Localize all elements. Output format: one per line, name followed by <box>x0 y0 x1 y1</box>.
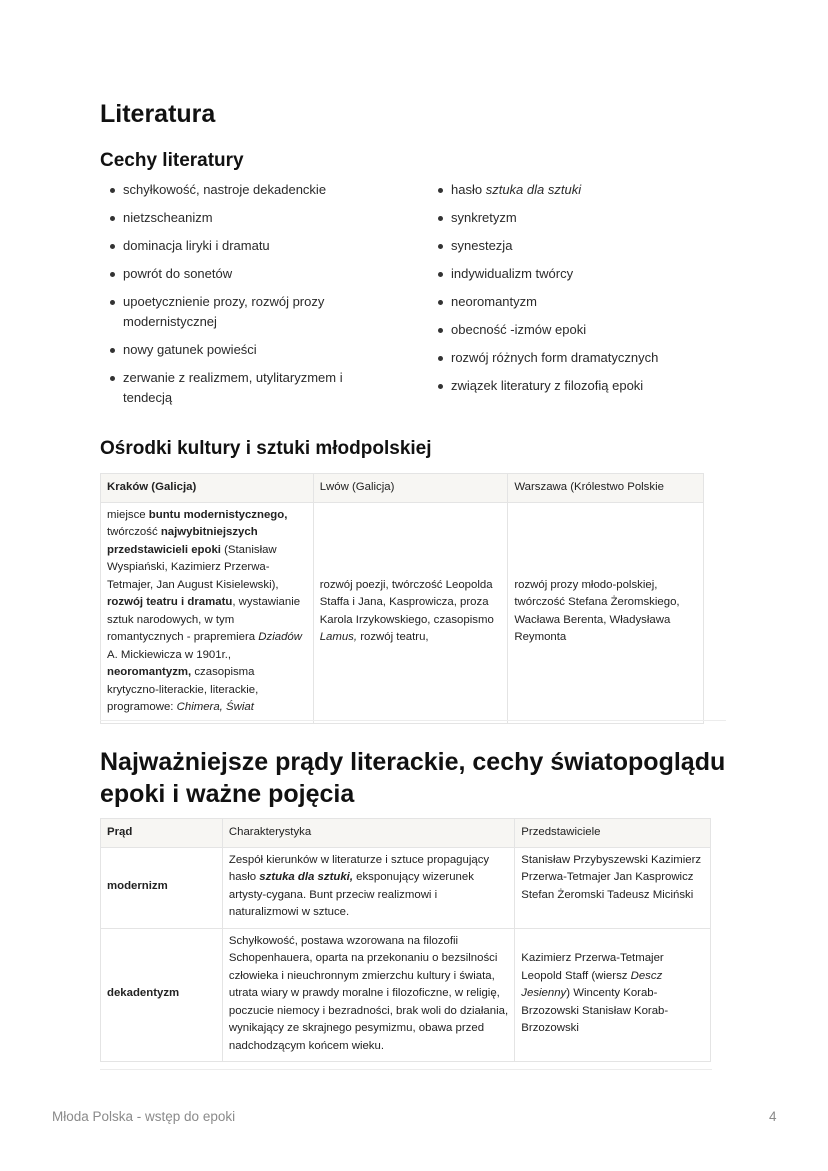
features-list-right <box>428 180 708 404</box>
list-item: rozwój różnych form dramatycznych <box>428 348 708 368</box>
divider <box>100 1069 712 1070</box>
page-number: 4 <box>769 1109 777 1124</box>
table-row <box>101 502 704 723</box>
cell-representatives: Kazimierz Przerwa-Tetmajer Leopold Staff (wiersz Descz Jesienny) Wincenty Korab-Brzozowski Stanisław Korab-Brzozowski <box>515 928 711 1062</box>
cell-lwow: rozwój poezji, twórczość Leopolda Staffa i Jana, Kasprowicza, proza Karola Irzykowskiego, czasopismo Lamus, rozwój teatru, <box>313 502 508 723</box>
features-list-left <box>100 180 370 416</box>
currents-heading: Najważniejsze prądy literackie, cechy światopoglądu epoki i ważne pojęcia <box>100 748 726 808</box>
divider <box>100 720 726 721</box>
centers-heading: Ośrodki kultury i sztuki młodpolskiej <box>100 438 432 459</box>
list-item: związek literatury z filozofią epoki <box>428 376 708 396</box>
list-item: zerwanie z realizmem, utylitaryzmem i tendecją <box>100 368 370 408</box>
header-charakterystyka: Charakterystyka <box>222 819 514 848</box>
cell-warszawa: rozwój prozy młodo-polskiej, twórczość Stefana Żeromskiego, Wacława Berenta, Władysława Reymonta <box>508 502 704 723</box>
header-lwow: Lwów (Galicja) <box>313 474 508 503</box>
header-warszawa: Warszawa (Królestwo Polskie <box>508 474 704 503</box>
cell-representatives: Stanisław Przybyszewski Kazimierz Przerwa-Tetmajer Jan Kasprowicz Stefan Żeromski Tadeusz Miciński <box>515 847 711 928</box>
header-krakow: Kraków (Galicja) <box>101 474 314 503</box>
cell-krakow: miejsce buntu modernistycznego, twórczość najwybitniejszych przedstawicieli epoki (Stanisław Wyspiański, Kazimierz Przerwa-Tetmajer, Jan August Kisielewski), rozwój teatru i dramatu, wystawianie sztuk narodowych, w tym romantycznych - prapremiera Dziadów A. Mickiewicza w 1901r., neoromantyzm, czasopisma krytyczno-literackie, literackie, programowe: Chimera, Świat <box>101 502 314 723</box>
cell-characteristics: Schyłkowość, postawa wzorowana na filozofii Schopenhauera, oparta na przekonaniu o bezsilności człowieka i nieuchronnym zmierzchu kultury i świata, utrata wiary w prawdy moralne i filozoficzne, w religię, poczucie niemocy i bezradności, brak woli do działania, wynikający ze skrajnego pesymizmu, obawa przed nadchodzącym końcem wieku. <box>222 928 514 1062</box>
list-item: nowy gatunek powieści <box>100 340 370 360</box>
list-item: nietzscheanizm <box>100 208 370 228</box>
currents-table <box>100 818 711 1062</box>
list-item: indywidualizm twórcy <box>428 264 708 284</box>
header-prad: Prąd <box>101 819 223 848</box>
table-row <box>101 928 711 1062</box>
list-item: powrót do sonetów <box>100 264 370 284</box>
features-heading: Cechy literatury <box>100 150 244 171</box>
item-prefix: hasło <box>451 182 486 197</box>
footer-title: Młoda Polska - wstęp do epoki <box>52 1109 236 1124</box>
header-przedstawiciele: Przedstawiciele <box>515 819 711 848</box>
list-item: neoromantyzm <box>428 292 708 312</box>
cell-current-name: modernizm <box>101 847 223 928</box>
cell-characteristics: Zespół kierunków w literaturze i sztuce propagujący hasło sztuka dla sztuki, eksponujący wizerunek artysty-cygana. Bunt przeciw realizmowi i naturalizmowi w sztuce. <box>222 847 514 928</box>
list-item: upoetycznienie prozy, rozwój prozy modernistycznej <box>100 292 370 332</box>
list-item: dominacja liryki i dramatu <box>100 236 370 256</box>
table-header-row <box>101 819 711 848</box>
list-item: obecność -izmów epoki <box>428 320 708 340</box>
cell-current-name: dekadentyzm <box>101 928 223 1062</box>
list-item: synestezja <box>428 236 708 256</box>
list-item: schyłkowość, nastroje dekadenckie <box>100 180 370 200</box>
list-item: synkretyzm <box>428 208 708 228</box>
table-row <box>101 847 711 928</box>
table-header-row <box>101 474 704 503</box>
list-item <box>428 180 708 200</box>
item-emphasis: sztuka dla sztuki <box>485 182 582 197</box>
centers-table <box>100 473 704 724</box>
page-title: Literatura <box>100 100 216 128</box>
